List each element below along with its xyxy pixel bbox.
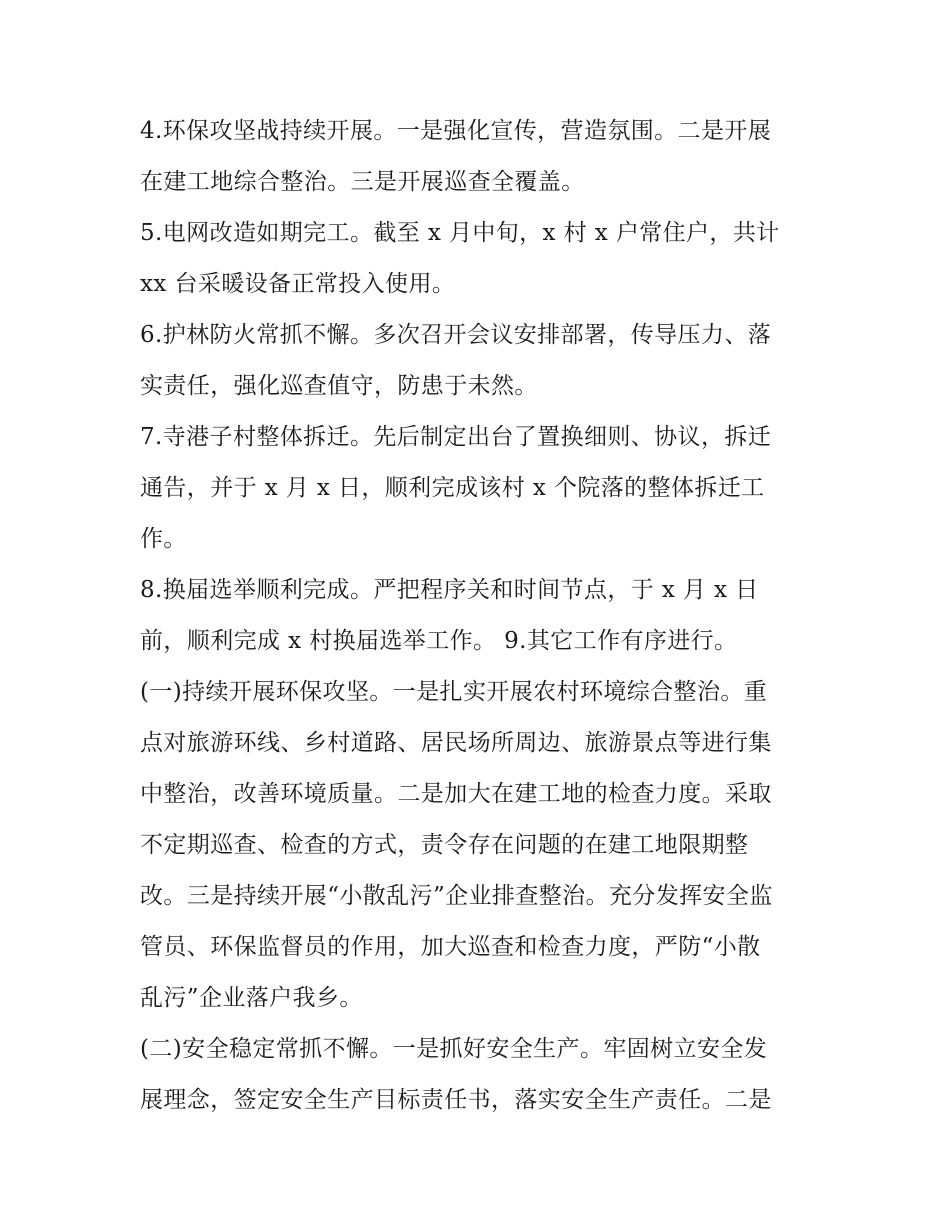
text-line: 改。三是持续开展“小散乱污”企业排查整治。充分发挥安全监 xyxy=(140,883,773,909)
text-line: 4.环保攻坚战持续开展。一是强化宣传，营造氛围。二是开展 xyxy=(140,118,772,144)
paragraph-5-power-grid xyxy=(140,208,820,310)
text-line: 作。 xyxy=(140,526,187,552)
text-line: 中整治，改善环境质量。二是加大在建工地的检查力度。采取 xyxy=(140,781,772,807)
text-line: 实责任，强化巡查值守，防患于未然。 xyxy=(140,373,538,399)
paragraph-section-2-safety xyxy=(140,1024,820,1126)
text-line: 通告，并于 x 月 x 日，顺利完成该村 x 个院落的整体拆迁工 xyxy=(140,475,765,501)
text-line: 前，顺利完成 x 村换届选举工作。 9.其它工作有序进行。 xyxy=(140,628,738,654)
text-line: 8.换届选举顺利完成。严把程序关和时间节点，于 x 月 x 日 xyxy=(140,577,759,603)
paragraph-4-environmental-protection xyxy=(140,106,820,208)
text-line: 7.寺港子村整体拆迁。先后制定出台了置换细则、协议，拆迁 xyxy=(140,424,772,450)
text-line: 管员、环保监督员的作用，加大巡查和检查力度，严防“小散 xyxy=(140,934,761,960)
text-line: 在建工地综合整治。三是开展巡查全覆盖。 xyxy=(140,169,585,195)
text-line: 展理念，签定安全生产目标责任书，落实安全生产责任。二是 xyxy=(140,1087,772,1113)
text-line: 5.电网改造如期完工。截至 x 月中旬，x 村 x 户常住户，共计 xyxy=(140,220,780,246)
text-line: 点对旅游环线、乡村道路、居民场所周边、旅游景点等进行集 xyxy=(140,730,772,756)
text-line: xx 台采暖设备正常投入使用。 xyxy=(140,271,456,297)
text-line: (二)安全稳定常抓不懈。一是抓好安全生产。牢固树立安全发 xyxy=(140,1036,768,1062)
text-line: 乱污”企业落户我乡。 xyxy=(140,985,363,1011)
paragraph-section-1-environment xyxy=(140,667,820,1024)
text-line: (一)持续开展环保攻坚。一是扎实开展农村环境综合整治。重 xyxy=(140,679,768,705)
paragraph-8-election xyxy=(140,565,820,667)
text-line: 6.护林防火常抓不懈。多次召开会议安排部署，传导压力、落 xyxy=(140,322,772,348)
text-line: 不定期巡查、检查的方式，责令存在问题的在建工地限期整 xyxy=(140,832,749,858)
paragraph-7-village-relocation xyxy=(140,412,820,565)
document-body xyxy=(140,106,820,1126)
paragraph-6-forest-fire-prevention xyxy=(140,310,820,412)
